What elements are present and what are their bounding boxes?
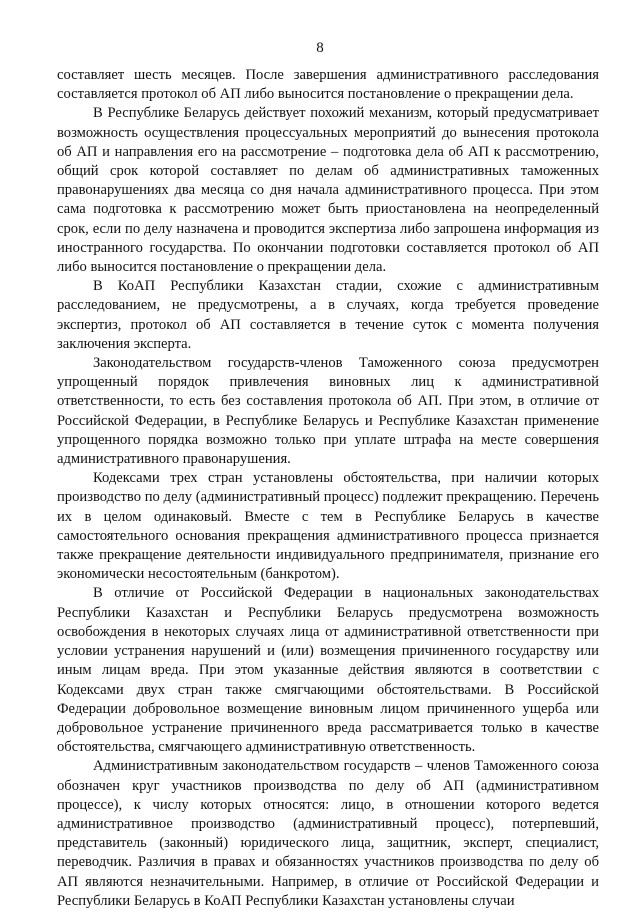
paragraph-kazakhstan-stages: В КоАП Республики Казахстан стадии, схожие с административным расследованием, не предусмотрены, а в случаях, когда требуется проведение экспертиз, протокол об АП составляется в течение суток с момента получения заключения эксперта. [57,278,599,352]
paragraph-simplified-procedure: Законодательством государств-членов Таможенного союза предусмотрен упрощенный порядок привлечения виновных лиц к административной ответственности, то есть без составления протокола об АП. При этом, в отличие от Российской Федерации, в Республике Беларусь и Республике Казахстан применение упрощенного порядка возможно только при уплате штрафа на месте совершения административного правонарушения. [57,355,599,468]
paragraph-continuation: составляет шесть месяцев. После завершения административного расследования составляется протокол об АП либо выносится постановление о прекращении дела. [57,67,599,103]
paragraph-exemption-from-liability: В отличие от Российской Федерации в национальных законодательствах Республики Казахстан и Республики Беларусь предусмотрена возможность освобождения в некоторых случаях лица от административной ответственности при условии устранения нарушений и (или) возмещения причиненного государству или иным лицам вреда. При этом указанные действия являются в соответствии с Кодексами двух стран также смягчающими обстоятельствами. В Российской Федерации добровольное возмещение виновным лицом причиненного ущерба или добровольное устранение причиненного вреда рассматривается только в качестве обстоятельства, смягчающего административную ответственность. [57,585,599,756]
paragraph-termination-grounds: Кодексами трех стран установлены обстоятельства, при наличии которых производство по делу (административный процесс) подлежит прекращению. Перечень их в целом одинаковый. Вместе с тем в Республике Беларусь в качестве самостоятельного основания прекращения административного процесса признается также прекращение деятельности индивидуального предпринимателя, признание его экономически несостоятельным (банкротом). [57,470,599,583]
paragraph-participants: Административным законодательством государств – членов Таможенного союза обозначен круг участников производства по делу об АП (административном процессе), к числу которых относятся: лицо, в отношении которого ведется административное производство (административный процесс), потерпевший, представитель (законный) юридического лица, защитник, эксперт, специалист, переводчик. Различия в правах и обязанностях участников производства по делу об АП являются незначительными. Например, в отличие от Российской Федерации и Республики Беларусь в КоАП Республики Казахстан установлены случаи [57,758,599,909]
document-body [57,66,599,911]
page-number: 8 [316,40,324,56]
paragraph-belarus-preparation: В Республике Беларусь действует похожий механизм, который предусматривает возможность осуществления процессуальных мероприятий до вынесения протокола об АП и направления его на рассмотрение – подготовка дела об АП к рассмотрению, общий срок которой составляет по делам об административных таможенных правонарушениях два месяца со дня начала административного процесса. При этом сама подготовка к рассмотрению может быть приостановлена на неопределенный срок, если по делу назначена и проводится экспертиза либо запрошена информация из иностранного государства. По окончании подготовки составляется протокол об АП либо выносится постановление о прекращении дела. [57,105,599,276]
